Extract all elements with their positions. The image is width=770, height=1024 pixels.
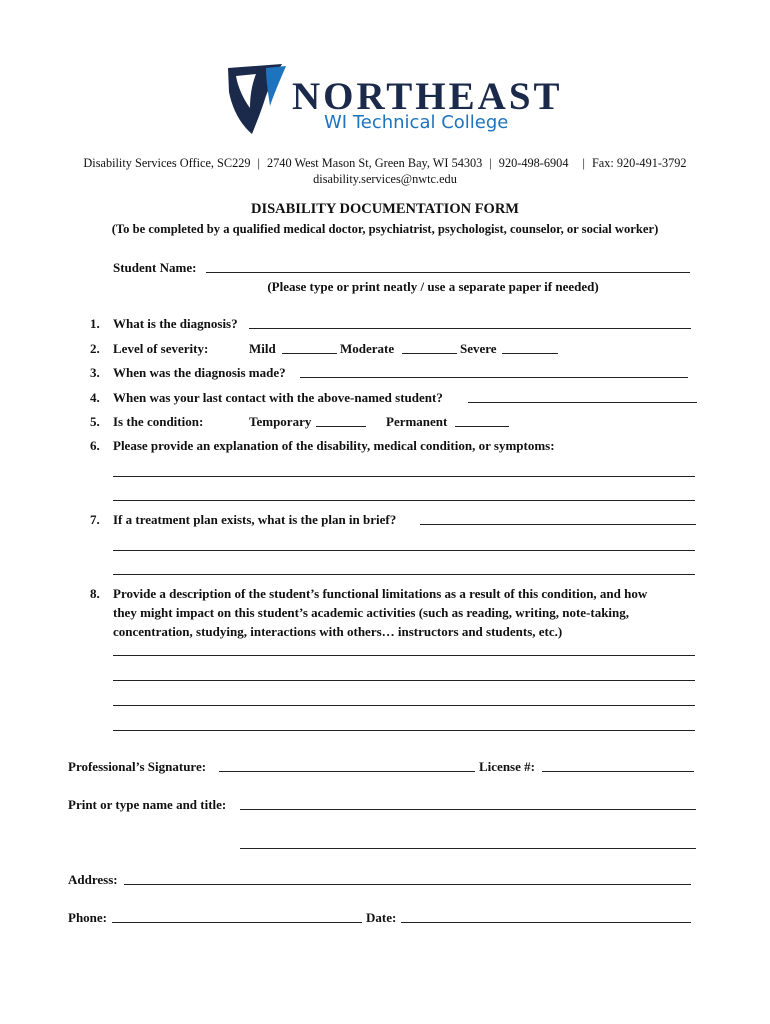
phone-text: 920-498-6904 [498,156,569,170]
diagnosis-field[interactable] [249,328,691,329]
phone-label: Phone: [68,910,107,925]
fax-text: Fax: 920-491-3792 [591,156,687,170]
college-subtitle: WI Technical College [324,112,509,133]
signature-field[interactable] [219,771,475,772]
severity-moderate-field[interactable] [402,353,457,354]
explanation-field[interactable] [113,476,695,477]
question-number: 4. [90,390,100,405]
student-name-field[interactable] [206,272,690,273]
form-title: DISABILITY DOCUMENTATION FORM [250,201,519,217]
question-text: When was the diagnosis made? [113,365,286,380]
question-text-line: concentration, studying, interactions with others… instructors and students, etc.) [113,624,563,639]
address-label: Address: [68,872,118,887]
explanation-field[interactable] [113,500,695,501]
diagnosis-date-field[interactable] [300,377,688,378]
license-field[interactable] [542,771,694,772]
question-number: 5. [90,414,100,429]
severity-severe-label: Severe [460,341,497,356]
severity-mild-label: Mild [249,341,276,356]
question-number: 3. [90,365,100,380]
question-number: 8. [90,586,100,601]
question-text: Please provide an explanation of the disability, medical condition, or symptoms: [113,438,555,453]
severity-moderate-label: Moderate [340,341,395,356]
question-text: Level of severity: [113,341,209,356]
question-number: 7. [90,512,100,527]
limitations-field[interactable] [113,730,695,731]
form-subtitle: (To be completed by a qualified medical doctor, psychiatrist, psychologist, counselor, or social worker) [111,222,659,236]
last-contact-field[interactable] [468,402,697,403]
print-name-label: Print or type name and title: [68,797,227,812]
print-name-field[interactable] [240,809,696,810]
question-number: 2. [90,341,100,356]
office-text: Disability Services Office, SC229 [83,156,251,170]
question-text-line: they might impact on this student’s academic activities (such as reading, writing, note-taking, [113,605,630,620]
condition-temporary-label: Temporary [249,414,312,429]
treatment-plan-field[interactable] [113,574,695,575]
condition-permanent-field[interactable] [455,426,509,427]
phone-field[interactable] [112,922,362,923]
college-name: NORTHEAST [292,75,563,118]
limitations-field[interactable] [113,655,695,656]
limitations-field[interactable] [113,705,695,706]
question-text: When was your last contact with the above-named student? [113,390,443,405]
condition-permanent-label: Permanent [386,414,448,429]
college-logo [226,62,563,142]
severity-severe-field[interactable] [502,353,558,354]
limitations-field[interactable] [113,680,695,681]
date-field[interactable] [401,922,691,923]
question-text: Is the condition: [113,414,204,429]
condition-temporary-field[interactable] [316,426,366,427]
student-name-label: Student Name: [113,260,197,275]
signature-label: Professional’s Signature: [68,759,207,774]
contact-line: Disability Services Office, SC229 | 2740 West Mason St, Green Bay, WI 54303 | 920-498-6904 | Fax: 920-491-3792 [83,156,687,170]
address-field[interactable] [124,884,691,885]
question-text: What is the diagnosis? [113,316,238,331]
shield-logo-icon [226,62,288,138]
print-note: (Please type or print neatly / use a separate paper if needed) [267,279,599,294]
question-text-line: Provide a description of the student’s functional limitations as a result of this condition, and how [113,586,648,601]
license-label: License #: [479,759,535,774]
treatment-plan-field[interactable] [420,524,696,525]
severity-mild-field[interactable] [282,353,337,354]
treatment-plan-field[interactable] [113,550,695,551]
question-text: If a treatment plan exists, what is the plan in brief? [113,512,397,527]
address-text: 2740 West Mason St, Green Bay, WI 54303 [267,156,483,170]
date-label: Date: [366,910,397,925]
email-text: disability.services@nwtc.edu [313,172,457,186]
title-field[interactable] [240,848,696,849]
question-number: 1. [90,316,100,331]
question-number: 6. [90,438,100,453]
